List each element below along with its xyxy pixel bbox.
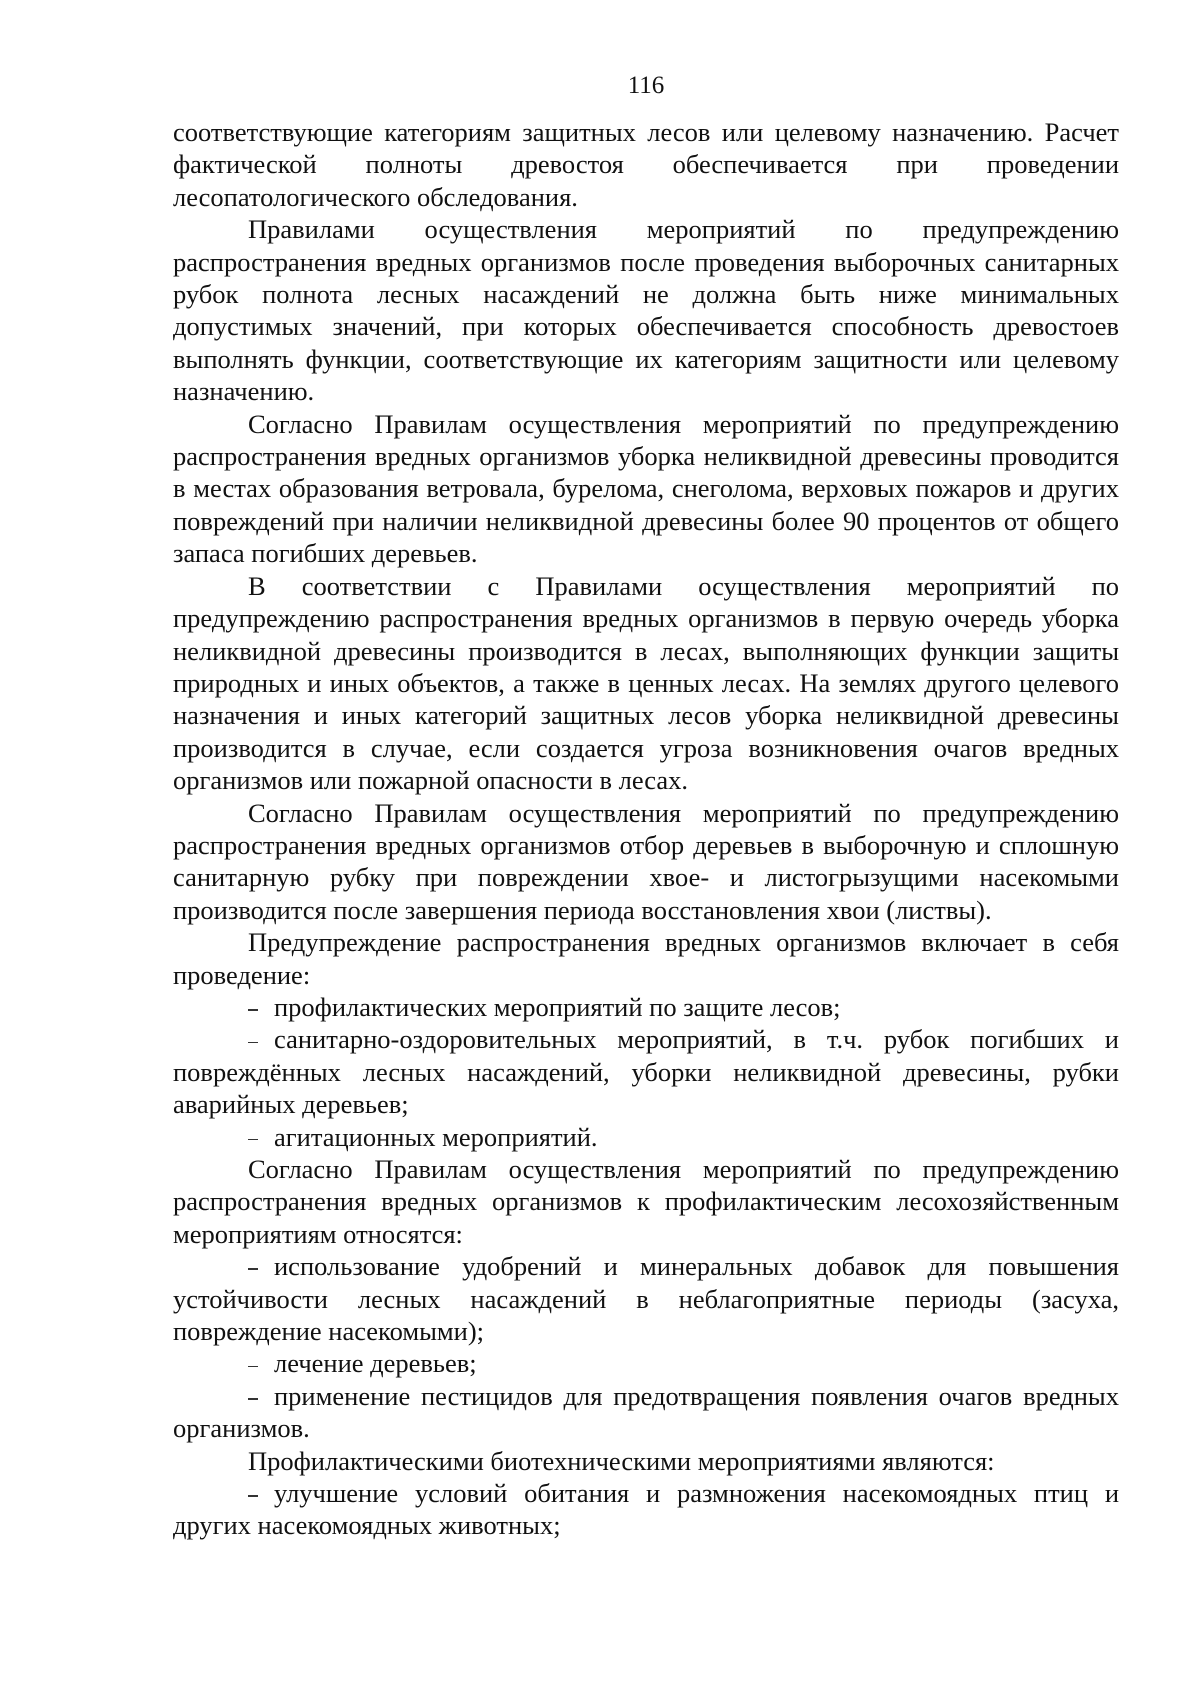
list-item-fertilizers	[173, 1250, 1119, 1347]
paragraph-forestry-measures: Согласно Правилам осуществления мероприятий по предупреждению распространения вредных организмов к профилактическим лесохозяйственным мероприятиям относятся:	[173, 1154, 1119, 1249]
list-item-pesticides	[173, 1380, 1119, 1445]
list-item-tree-treatment	[173, 1347, 1119, 1379]
list-item-campaign-measures	[173, 1121, 1119, 1153]
list-item-text: применение пестицидов для предотвращения появления очагов вредных организмов.	[173, 1380, 1119, 1444]
paragraph-biotechnical-measures: Профилактическими биотехническими мероприятиями являются:	[248, 1445, 995, 1476]
paragraph-deadwood-removal-priority: В соответствии с Правилами осуществления мероприятий по предупреждению распространения вредных организмов в первую очередь уборка неликвидной древесины производится в лесах, выполняющих функции защиты природных и иных объектов, а также в ценных лесах. На землях другого целевого назначения и иных категорий защитных лесов уборка неликвидной древесины производится в случае, если создается угроза возникновения очагов вредных организмов или пожарной опасности в лесах.	[173, 570, 1119, 796]
paragraph-tree-selection: Согласно Правилам осуществления мероприятий по предупреждению распространения вредных организмов отбор деревьев в выборочную и сплошную санитарную рубку при повреждении хвое- и листогрызущими насекомыми производится после завершения периода восстановления хвои (листвы).	[173, 797, 1119, 925]
paragraph-continuation: соответствующие категориям защитных лесов или целевому назначению. Расчет фактической полноты древостоя обеспечивается при проведении лесопатологического обследования.	[173, 117, 1119, 212]
list-item-text: профилактических мероприятий по защите лесов;	[274, 991, 841, 1022]
list-item-text: улучшение условий обитания и размножения насекомоядных птиц и других насекомоядных животных;	[173, 1478, 1119, 1541]
list-item-text: санитарно-оздоровительных мероприятий, в т.ч. рубок погибших и повреждённых лесных насаждений, уборки неликвидной древесины, рубки аварийных деревьев;	[173, 1024, 1119, 1120]
dash-bullet-icon	[248, 1380, 262, 1412]
page-number: 116	[627, 72, 665, 99]
list-item-text: лечение деревьев;	[274, 1348, 477, 1379]
document-page	[173, 62, 1119, 1542]
dash-bullet-icon	[248, 1250, 262, 1282]
dash-bullet-icon	[248, 1121, 262, 1153]
list-item-preventive-measures	[173, 991, 1119, 1023]
paragraph-deadwood-removal-places: Согласно Правилам осуществления мероприятий по предупреждению распространения вредных организмов уборка неликвидной древесины проводится в местах образования ветровала, бурелома, снеголома, верховых пожаров и других повреждений при наличии неликвидной древесины более 90 процентов от общего запаса погибших деревьев.	[173, 408, 1119, 569]
paragraph-prevention-includes: Предупреждение распространения вредных организмов включает в себя проведение:	[173, 927, 1119, 990]
dash-bullet-icon	[248, 1023, 262, 1055]
list-item-text: использование удобрений и минеральных добавок для повышения устойчивости лесных насаждений в неблагоприятные периоды (засуха, повреждение насекомыми);	[173, 1251, 1119, 1347]
dash-bullet-icon	[248, 991, 262, 1023]
list-item-sanitary-measures	[173, 1023, 1119, 1120]
dash-bullet-icon	[248, 1477, 262, 1509]
list-item-text: агитационных мероприятий.	[274, 1121, 598, 1152]
paragraph-thinning-density: Правилами осуществления мероприятий по предупреждению распространения вредных организмов после проведения выборочных санитарных рубок полнота лесных насаждений не должна быть ниже минимальных допустимых значений, при которых обеспечивается способность древостоев выполнять функции, соответствующие их категориям защитности или целевому назначению.	[173, 214, 1119, 407]
list-item-bird-habitat	[173, 1477, 1119, 1542]
dash-bullet-icon	[248, 1347, 262, 1379]
